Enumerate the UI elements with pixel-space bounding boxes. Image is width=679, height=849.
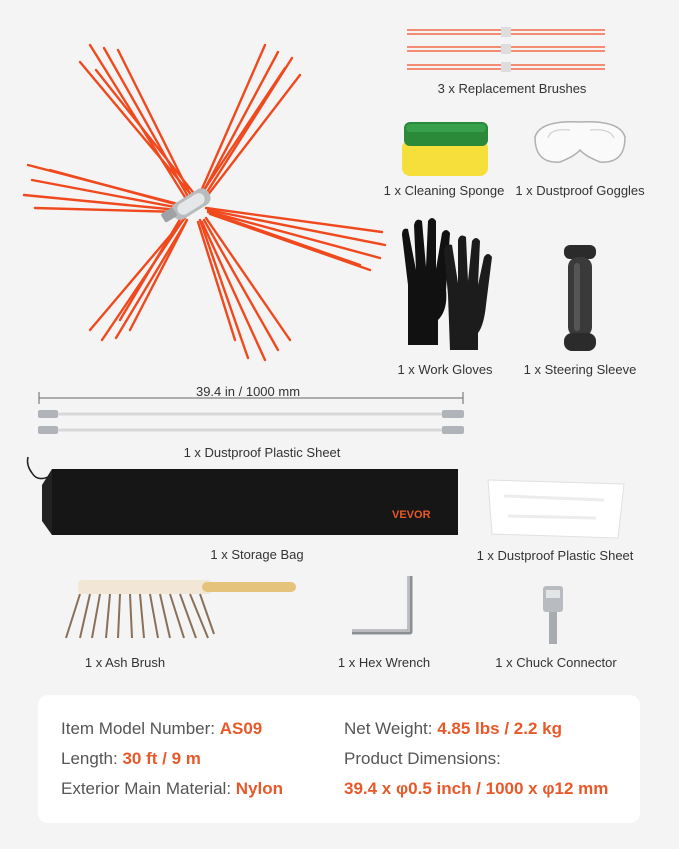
- dustproof-goggles-image: [530, 112, 630, 174]
- steering-sleeve-image: [560, 243, 600, 355]
- plastic-sheet-top-caption: 1 x Dustproof Plastic Sheet: [183, 445, 341, 460]
- rod-length-dimension-line: [38, 392, 464, 404]
- spec-length: [61, 749, 201, 769]
- spec-dimensions-value: 39.4 x φ0.5 inch / 1000 x φ12 mm: [344, 779, 609, 798]
- steering-sleeve-caption: 1 x Steering Sleeve: [523, 362, 637, 377]
- dustproof-goggles-caption: 1 x Dustproof Goggles: [515, 183, 645, 198]
- storage-bag-caption: 1 x Storage Bag: [210, 547, 304, 562]
- spec-dimensions-label: Product Dimensions:: [344, 749, 501, 768]
- rod-length-label: 39.4 in / 1000 mm: [195, 384, 301, 399]
- spec-material-value: Nylon: [235, 779, 284, 798]
- spec-material: [61, 779, 283, 799]
- flexible-rods-image: [36, 406, 466, 438]
- work-gloves-caption: 1 x Work Gloves: [397, 362, 493, 377]
- work-gloves-image: [398, 215, 494, 355]
- spec-length-value: 30 ft / 9 m: [122, 749, 201, 768]
- ash-brush-caption: 1 x Ash Brush: [84, 655, 166, 670]
- hex-wrench-image: [348, 574, 418, 644]
- cleaning-sponge-caption: 1 x Cleaning Sponge: [383, 183, 505, 198]
- spec-weight: [344, 719, 562, 739]
- spinner-brush-image: [20, 40, 400, 370]
- vevor-logo: VEVOR: [392, 509, 431, 521]
- spec-model-label: Item Model Number:: [61, 719, 215, 738]
- spec-material-label: Exterior Main Material:: [61, 779, 232, 798]
- spec-weight-label: Net Weight:: [344, 719, 433, 738]
- replacement-brushes-image: [405, 25, 607, 80]
- ash-brush-image: [62, 578, 298, 644]
- chuck-connector-caption: 1 x Chuck Connector: [495, 655, 617, 670]
- replacement-brushes-caption: 3 x Replacement Brushes: [437, 81, 587, 96]
- storage-bag-image: [22, 455, 462, 540]
- spec-weight-value: 4.85 lbs / 2.2 kg: [437, 719, 562, 738]
- chuck-connector-image: [540, 584, 566, 646]
- spec-model-value: AS09: [219, 719, 263, 738]
- specifications-panel: [38, 695, 640, 823]
- plastic-sheet-right-caption: 1 x Dustproof Plastic Sheet: [476, 548, 634, 563]
- spec-model: [61, 719, 262, 739]
- spec-length-label: Length:: [61, 749, 118, 768]
- folded-plastic-sheet-image: [484, 476, 628, 542]
- hex-wrench-caption: 1 x Hex Wrench: [337, 655, 431, 670]
- cleaning-sponge-image: [400, 118, 492, 180]
